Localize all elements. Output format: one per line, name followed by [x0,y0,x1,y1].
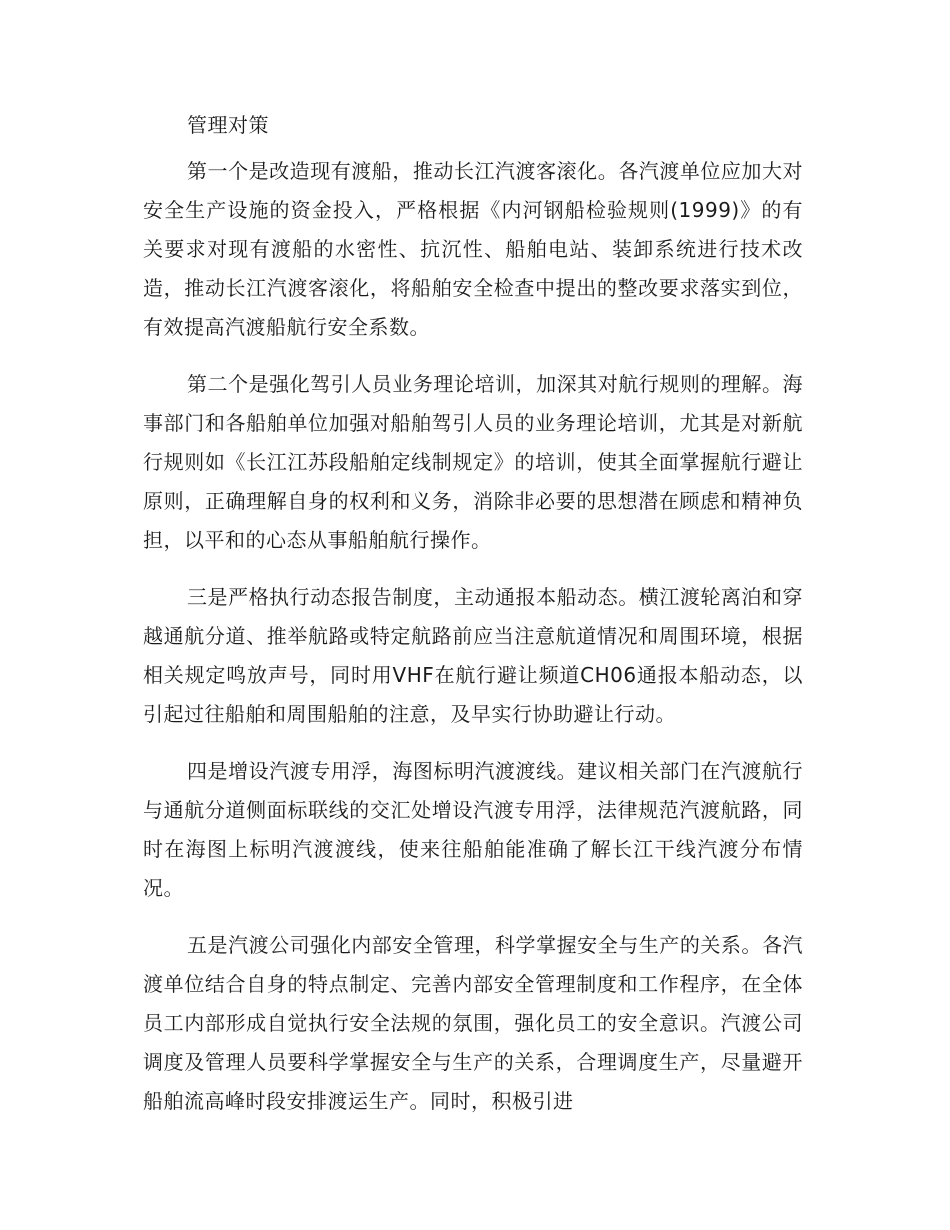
paragraph-5: 五是汽渡公司强化内部安全管理，科学掌握安全与生产的关系。各汽渡单位结合自身的特点制定、完善内部安全管理制度和工作程序，在全体员工内部形成自觉执行安全法规的氛围，强化员工的安全意识。汽渡公司调度及管理人员要科学掌握安全与生产的关系，合理调度生产，尽量避开船舶流高峰时段安排渡运生产。同时，积极引进 [143,933,803,1113]
paragraph-2: 第二个是强化驾引人员业务理论培训，加深其对航行规则的理解。海事部门和各船舶单位加强对船舶驾引人员的业务理论培训，尤其是对新航行规则如《长江江苏段船舶定线制规定》的培训，使其全面掌握航行避让原则，正确理解自身的权利和义务，消除非必要的思想潜在顾虑和精神负担，以平和的心态从事船舶航行操作。 [143,372,803,552]
paragraph-4: 四是增设汽渡专用浮，海图标明汽渡渡线。建议相关部门在汽渡航行与通航分道侧面标联线的交汇处增设汽渡专用浮，法律规范汽渡航路，同时在海图上标明汽渡渡线，使来往船舶能准确了解长江干线汽渡分布情况。 [143,759,803,900]
paragraph-1: 第一个是改造现有渡船，推动长江汽渡客滚化。各汽渡单位应加大对安全生产设施的资金投入，严格根据《内河钢船检验规则(1999)》的有关要求对现有渡船的水密性、抗沉性、船舶电站、装卸系统进行技术改造，推动长江汽渡客滚化，将船舶安全检查中提出的整改要求落实到位，有效提高汽渡船航行安全系数。 [143,159,803,339]
paragraph-3: 三是严格执行动态报告制度，主动通报本船动态。横江渡轮离泊和穿越通航分道、推举航路或特定航路前应当注意航道情况和周围环境，根据相关规定鸣放声号，同时用VHF在航行避让频道CH06通报本船动态，以引起过往船舶和周围船舶的注意，及早实行协助避让行动。 [143,585,803,726]
document-body [143,106,803,1139]
section-heading: 管理对策 [187,113,269,137]
